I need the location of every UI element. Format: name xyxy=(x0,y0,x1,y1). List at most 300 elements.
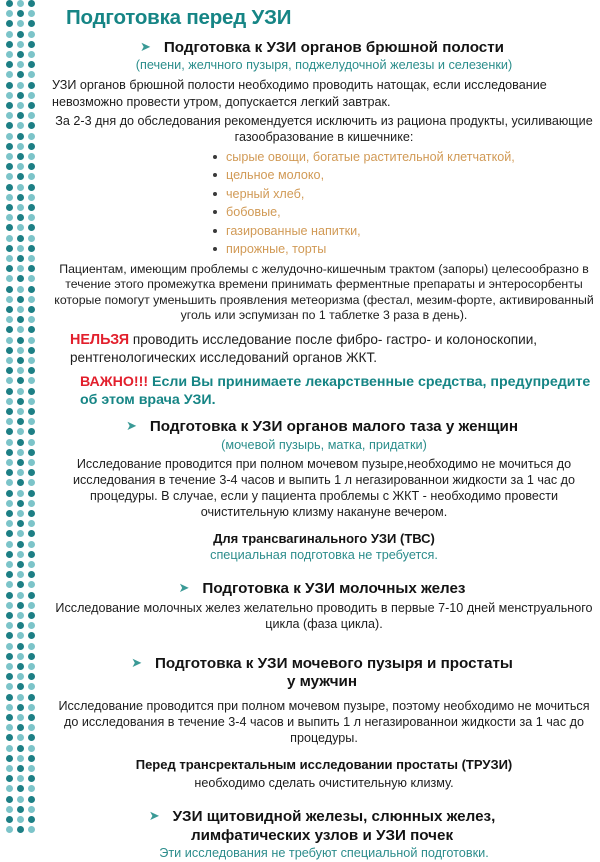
border-dot xyxy=(17,296,24,303)
border-dot xyxy=(28,143,35,150)
border-dot xyxy=(6,745,13,752)
arrow-bullet-icon: ➤ xyxy=(131,654,143,670)
border-dot xyxy=(28,765,35,772)
border-dot xyxy=(17,459,24,466)
border-dot xyxy=(28,316,35,323)
border-dot xyxy=(6,255,13,262)
border-dot xyxy=(6,51,13,58)
border-dot xyxy=(28,745,35,752)
border-dot xyxy=(28,224,35,231)
border-dot xyxy=(17,31,24,38)
section-abdominal xyxy=(52,39,596,410)
border-dot xyxy=(17,71,24,78)
section-pelvis-women xyxy=(52,418,596,563)
section-thyroid-salivary-lymph-kidneys xyxy=(52,808,596,862)
border-dot xyxy=(6,316,13,323)
border-dot xyxy=(28,459,35,466)
section-heading-text-line1: УЗИ щитовидной железы, слюнных желез, xyxy=(172,808,496,826)
border-dot xyxy=(17,469,24,476)
border-dot xyxy=(6,388,13,395)
border-dot xyxy=(6,153,13,160)
border-dot xyxy=(6,194,13,201)
content-column xyxy=(48,0,600,860)
border-dot xyxy=(6,806,13,813)
border-dot xyxy=(17,581,24,588)
border-dot xyxy=(17,653,24,660)
border-dot xyxy=(6,796,13,803)
border-dot xyxy=(17,92,24,99)
border-dot xyxy=(6,816,13,823)
section-heading-text: Подготовка к УЗИ молочных желез xyxy=(202,579,466,597)
border-dot xyxy=(28,306,35,313)
section-heading-text: Подготовка к УЗИ органов брюшной полости xyxy=(163,38,505,56)
border-dot xyxy=(28,326,35,333)
border-dot xyxy=(28,632,35,639)
border-dot xyxy=(6,632,13,639)
border-dot xyxy=(17,326,24,333)
border-dot xyxy=(6,163,13,170)
border-dot xyxy=(6,530,13,537)
border-dot xyxy=(17,418,24,425)
border-dot xyxy=(28,683,35,690)
spacer xyxy=(52,633,596,646)
abdominal-paragraph-1: УЗИ органов брюшной полости необходимо проводить натощак, если исследование невозможно провести утром, допускается легкий завтрак. xyxy=(52,78,547,109)
border-dot xyxy=(17,163,24,170)
border-dot xyxy=(6,265,13,272)
border-dot xyxy=(6,61,13,68)
border-dot xyxy=(28,275,35,282)
section-heading-breast xyxy=(52,580,596,598)
border-dot xyxy=(6,418,13,425)
border-dot xyxy=(28,388,35,395)
border-dot xyxy=(17,683,24,690)
border-dot xyxy=(6,326,13,333)
border-dot xyxy=(17,143,24,150)
border-dot xyxy=(17,673,24,680)
border-dot xyxy=(17,745,24,752)
border-dot xyxy=(28,734,35,741)
border-dot xyxy=(6,367,13,374)
border-dot xyxy=(17,194,24,201)
border-dot xyxy=(6,775,13,782)
border-dot xyxy=(28,245,35,252)
border-dot xyxy=(17,184,24,191)
section-heading-abdominal xyxy=(52,39,596,57)
border-dot xyxy=(17,663,24,670)
border-dot xyxy=(17,796,24,803)
border-dot xyxy=(28,602,35,609)
border-dot xyxy=(6,71,13,78)
border-dot xyxy=(17,785,24,792)
border-dot xyxy=(6,102,13,109)
border-dot xyxy=(17,449,24,456)
border-dot xyxy=(17,112,24,119)
border-dot xyxy=(6,224,13,231)
abdominal-paragraph-2: За 2-3 дня до обследования рекомендуется исключить из рациона продукты, усиливающие газообразование в кишечнике: xyxy=(55,114,593,145)
border-dot xyxy=(28,714,35,721)
border-dot xyxy=(28,612,35,619)
border-dot xyxy=(28,500,35,507)
border-dot xyxy=(6,112,13,119)
border-dot xyxy=(17,173,24,180)
border-dot xyxy=(17,428,24,435)
dot-column-1 xyxy=(6,0,16,825)
border-dot xyxy=(17,551,24,558)
border-dot xyxy=(28,347,35,354)
section-subtitle-abdominal: (печени, желчного пузыря, поджелудочной железы и селезенки) xyxy=(135,58,513,73)
border-dot xyxy=(28,694,35,701)
page-title: Подготовка перед УЗИ xyxy=(66,6,292,29)
section-bladder-prostate-men xyxy=(52,655,596,793)
section-breast xyxy=(52,580,596,633)
spacer xyxy=(52,564,596,571)
border-dot xyxy=(17,510,24,517)
warning-prohibited-text: проводить исследование после фибро- гастро- и колоноскопии, рентгенологических исследований органов ЖКТ. xyxy=(70,331,538,366)
border-dot xyxy=(6,439,13,446)
border-dot xyxy=(17,632,24,639)
border-dot xyxy=(6,571,13,578)
border-dot xyxy=(17,765,24,772)
border-dot xyxy=(28,520,35,527)
border-dot xyxy=(17,265,24,272)
border-dot xyxy=(17,408,24,415)
border-dot xyxy=(17,439,24,446)
border-dot xyxy=(28,592,35,599)
warning-prohibited xyxy=(70,331,596,367)
border-dot xyxy=(6,663,13,670)
border-dot xyxy=(6,592,13,599)
border-dot xyxy=(28,265,35,272)
border-dot xyxy=(6,184,13,191)
border-dot xyxy=(17,61,24,68)
border-dot xyxy=(6,683,13,690)
border-dot xyxy=(28,724,35,731)
border-dot xyxy=(17,500,24,507)
list-item: черный хлеб, xyxy=(212,185,596,204)
border-dot xyxy=(6,133,13,140)
border-dot xyxy=(17,724,24,731)
border-dot xyxy=(6,428,13,435)
border-dot xyxy=(6,31,13,38)
border-dot xyxy=(6,347,13,354)
tvs-note-heading: Для трансвагинального УЗИ (ТВС) xyxy=(213,530,435,546)
border-dot xyxy=(6,204,13,211)
decorative-dot-border xyxy=(6,0,40,825)
border-dot xyxy=(17,316,24,323)
warnings-block xyxy=(52,331,596,410)
border-dot xyxy=(28,541,35,548)
border-dot xyxy=(28,296,35,303)
border-dot xyxy=(28,286,35,293)
border-dot xyxy=(28,204,35,211)
border-dot xyxy=(6,551,13,558)
border-dot xyxy=(17,592,24,599)
border-dot xyxy=(28,61,35,68)
border-dot xyxy=(28,418,35,425)
border-dot xyxy=(28,20,35,27)
border-dot xyxy=(6,704,13,711)
border-dot xyxy=(17,775,24,782)
border-dot xyxy=(28,173,35,180)
border-dot xyxy=(17,388,24,395)
warning-important xyxy=(70,373,596,409)
section-heading-text-line2: у мужчин xyxy=(286,673,358,691)
border-dot xyxy=(17,306,24,313)
border-dot xyxy=(28,112,35,119)
border-dot xyxy=(6,235,13,242)
border-dot xyxy=(28,490,35,497)
section-subtitle-pelvis-women: (мочевой пузырь, матка, придатки) xyxy=(221,438,427,453)
breast-paragraph-1: Исследование молочных желез желательно проводить в первые 7-10 дней менструального цикла (фаза цикла). xyxy=(55,600,593,631)
border-dot xyxy=(6,612,13,619)
border-dot xyxy=(6,408,13,415)
list-item: сырые овощи, богатые растительной клетчаткой, xyxy=(212,148,596,167)
border-dot xyxy=(6,214,13,221)
border-dot xyxy=(17,10,24,17)
border-dot xyxy=(28,796,35,803)
border-dot xyxy=(6,622,13,629)
warning-keyword-nelzya: НЕЛЬЗЯ xyxy=(70,331,130,348)
border-dot xyxy=(28,367,35,374)
border-dot xyxy=(6,82,13,89)
border-dot xyxy=(17,255,24,262)
border-dot xyxy=(17,122,24,129)
border-dot xyxy=(17,826,24,833)
border-dot xyxy=(6,10,13,17)
border-dot xyxy=(17,755,24,762)
warning-keyword-vazhno: ВАЖНО!!! xyxy=(80,374,149,391)
border-dot xyxy=(6,755,13,762)
border-dot xyxy=(28,337,35,344)
arrow-bullet-icon: ➤ xyxy=(148,808,160,824)
border-dot xyxy=(17,357,24,364)
border-dot xyxy=(6,275,13,282)
border-dot xyxy=(28,214,35,221)
border-dot xyxy=(17,816,24,823)
list-item: бобовые, xyxy=(212,203,596,222)
border-dot xyxy=(17,622,24,629)
border-dot xyxy=(17,612,24,619)
border-dot xyxy=(17,286,24,293)
border-dot xyxy=(17,337,24,344)
border-dot xyxy=(28,775,35,782)
thyroid-note-text: Эти исследования не требуют специальной подготовки. xyxy=(159,845,489,860)
border-dot xyxy=(6,826,13,833)
dot-column-3 xyxy=(28,0,38,825)
dot-column-2 xyxy=(17,0,27,825)
list-item: пирожные, торты xyxy=(212,240,596,259)
border-dot xyxy=(28,581,35,588)
border-dot xyxy=(6,92,13,99)
border-dot xyxy=(6,143,13,150)
border-dot xyxy=(17,204,24,211)
border-dot xyxy=(6,734,13,741)
border-dot xyxy=(17,704,24,711)
section-heading-pelvis-women xyxy=(52,418,596,436)
border-dot xyxy=(6,173,13,180)
border-dot xyxy=(6,643,13,650)
border-dot xyxy=(17,51,24,58)
border-dot xyxy=(28,255,35,262)
border-dot xyxy=(17,694,24,701)
border-dot xyxy=(6,377,13,384)
border-dot xyxy=(17,571,24,578)
border-dot xyxy=(6,469,13,476)
border-dot xyxy=(28,194,35,201)
border-dot xyxy=(17,541,24,548)
pelvis-women-paragraph-1: Исследование проводится при полном мочевом пузыре,необходимо не мочиться до исследования в течение 3-4 часов и выпить 1 л негазированнои жидкости за 1 час до процедуры. В случае, если у пациента проблемы с ЖКТ - необходимо провести очистительную клизму накануне вечером. xyxy=(72,457,576,519)
border-dot xyxy=(17,41,24,48)
border-dot xyxy=(6,41,13,48)
border-dot xyxy=(6,581,13,588)
border-dot xyxy=(28,428,35,435)
border-dot xyxy=(6,122,13,129)
border-dot xyxy=(28,755,35,762)
section-heading-text-line1: Подготовка к УЗИ мочевого пузыря и простаты xyxy=(155,654,513,672)
border-dot xyxy=(28,449,35,456)
border-dot xyxy=(28,785,35,792)
border-dot xyxy=(28,643,35,650)
border-dot xyxy=(17,490,24,497)
border-dot xyxy=(6,602,13,609)
border-dot xyxy=(17,82,24,89)
section-heading-bladder-prostate-men xyxy=(52,655,596,692)
border-dot xyxy=(17,235,24,242)
border-dot xyxy=(6,0,13,7)
border-dot xyxy=(6,337,13,344)
border-dot xyxy=(6,357,13,364)
border-dot xyxy=(17,806,24,813)
border-dot xyxy=(17,398,24,405)
truzi-note-heading: Перед трансректальным исследовании простаты (ТРУЗИ) xyxy=(135,756,513,772)
border-dot xyxy=(6,245,13,252)
border-dot xyxy=(28,704,35,711)
border-dot xyxy=(17,275,24,282)
border-dot xyxy=(17,224,24,231)
border-dot xyxy=(28,82,35,89)
section-heading-thyroid xyxy=(52,808,596,845)
truzi-note-text: необходимо сделать очистительную клизму. xyxy=(194,776,454,791)
border-dot xyxy=(28,0,35,7)
bladder-prostate-paragraph-1: Исследование проводится при полном мочевом пузыре, поэтому необходимо не мочиться до исследования в течение 3-4 часов и выпить 1 л негазированнои жидкости за 1 час до процедуры. xyxy=(58,699,590,746)
border-dot xyxy=(6,479,13,486)
border-dot xyxy=(28,479,35,486)
border-dot xyxy=(17,214,24,221)
border-dot xyxy=(28,408,35,415)
border-dot xyxy=(28,153,35,160)
border-dot xyxy=(6,398,13,405)
border-dot xyxy=(28,469,35,476)
border-dot xyxy=(28,71,35,78)
border-dot xyxy=(28,10,35,17)
border-dot xyxy=(28,826,35,833)
border-dot xyxy=(28,51,35,58)
border-dot xyxy=(28,133,35,140)
border-dot xyxy=(28,561,35,568)
border-dot xyxy=(6,490,13,497)
border-dot xyxy=(17,734,24,741)
border-dot xyxy=(6,510,13,517)
border-dot xyxy=(17,20,24,27)
border-dot xyxy=(28,530,35,537)
border-dot xyxy=(6,714,13,721)
border-dot xyxy=(6,500,13,507)
border-dot xyxy=(28,163,35,170)
section-heading-text-line2: лимфатических узлов и УЗИ почек xyxy=(190,827,454,844)
arrow-bullet-icon: ➤ xyxy=(125,418,137,434)
spacer xyxy=(52,792,596,799)
border-dot xyxy=(6,296,13,303)
list-item: цельное молоко, xyxy=(212,166,596,185)
border-dot xyxy=(17,714,24,721)
border-dot xyxy=(17,530,24,537)
tvs-note-text: специальная подготовка не требуется. xyxy=(210,547,438,562)
border-dot xyxy=(6,653,13,660)
border-dot xyxy=(28,377,35,384)
border-dot xyxy=(6,20,13,27)
abdominal-paragraph-3: Пациентам, имеющим проблемы с желудочно-кишечным трактом (запоры) целесообразно в течение этого промежутка времени принимать ферментные препараты и энтеросорбенты которые помогут уменьшить проявления метеоризма (фестал, мезим-форте, активированный уголь или эспумизан по 1 таблетке 3 раза в день). xyxy=(54,261,594,323)
border-dot xyxy=(17,0,24,7)
border-dot xyxy=(17,102,24,109)
border-dot xyxy=(6,785,13,792)
border-dot xyxy=(17,643,24,650)
border-dot xyxy=(6,449,13,456)
arrow-bullet-icon: ➤ xyxy=(178,579,190,595)
border-dot xyxy=(6,561,13,568)
border-dot xyxy=(17,133,24,140)
border-dot xyxy=(28,92,35,99)
border-dot xyxy=(28,571,35,578)
border-dot xyxy=(28,398,35,405)
border-dot xyxy=(6,724,13,731)
warning-important-text: Если Вы принимаете лекарственные средства, предупредите об этом врача УЗИ. xyxy=(80,374,591,409)
border-dot xyxy=(28,806,35,813)
border-dot xyxy=(28,510,35,517)
border-dot xyxy=(6,520,13,527)
list-item: газированные напитки, xyxy=(212,222,596,241)
border-dot xyxy=(28,357,35,364)
border-dot xyxy=(28,184,35,191)
section-heading-text: Подготовка к УЗИ органов малого таза у женщин xyxy=(149,418,519,436)
border-dot xyxy=(17,602,24,609)
border-dot xyxy=(17,479,24,486)
border-dot xyxy=(28,653,35,660)
border-dot xyxy=(17,377,24,384)
border-dot xyxy=(6,286,13,293)
border-dot xyxy=(28,622,35,629)
border-dot xyxy=(6,459,13,466)
arrow-bullet-icon: ➤ xyxy=(139,38,151,54)
border-dot xyxy=(28,663,35,670)
border-dot xyxy=(17,153,24,160)
border-dot xyxy=(6,541,13,548)
border-dot xyxy=(6,673,13,680)
border-dot xyxy=(28,41,35,48)
border-dot xyxy=(28,439,35,446)
border-dot xyxy=(6,765,13,772)
border-dot xyxy=(6,306,13,313)
border-dot xyxy=(28,551,35,558)
border-dot xyxy=(17,347,24,354)
border-dot xyxy=(28,31,35,38)
border-dot xyxy=(28,122,35,129)
border-dot xyxy=(17,520,24,527)
forbidden-food-list xyxy=(52,148,596,259)
border-dot xyxy=(17,561,24,568)
border-dot xyxy=(28,673,35,680)
border-dot xyxy=(6,694,13,701)
border-dot xyxy=(28,102,35,109)
